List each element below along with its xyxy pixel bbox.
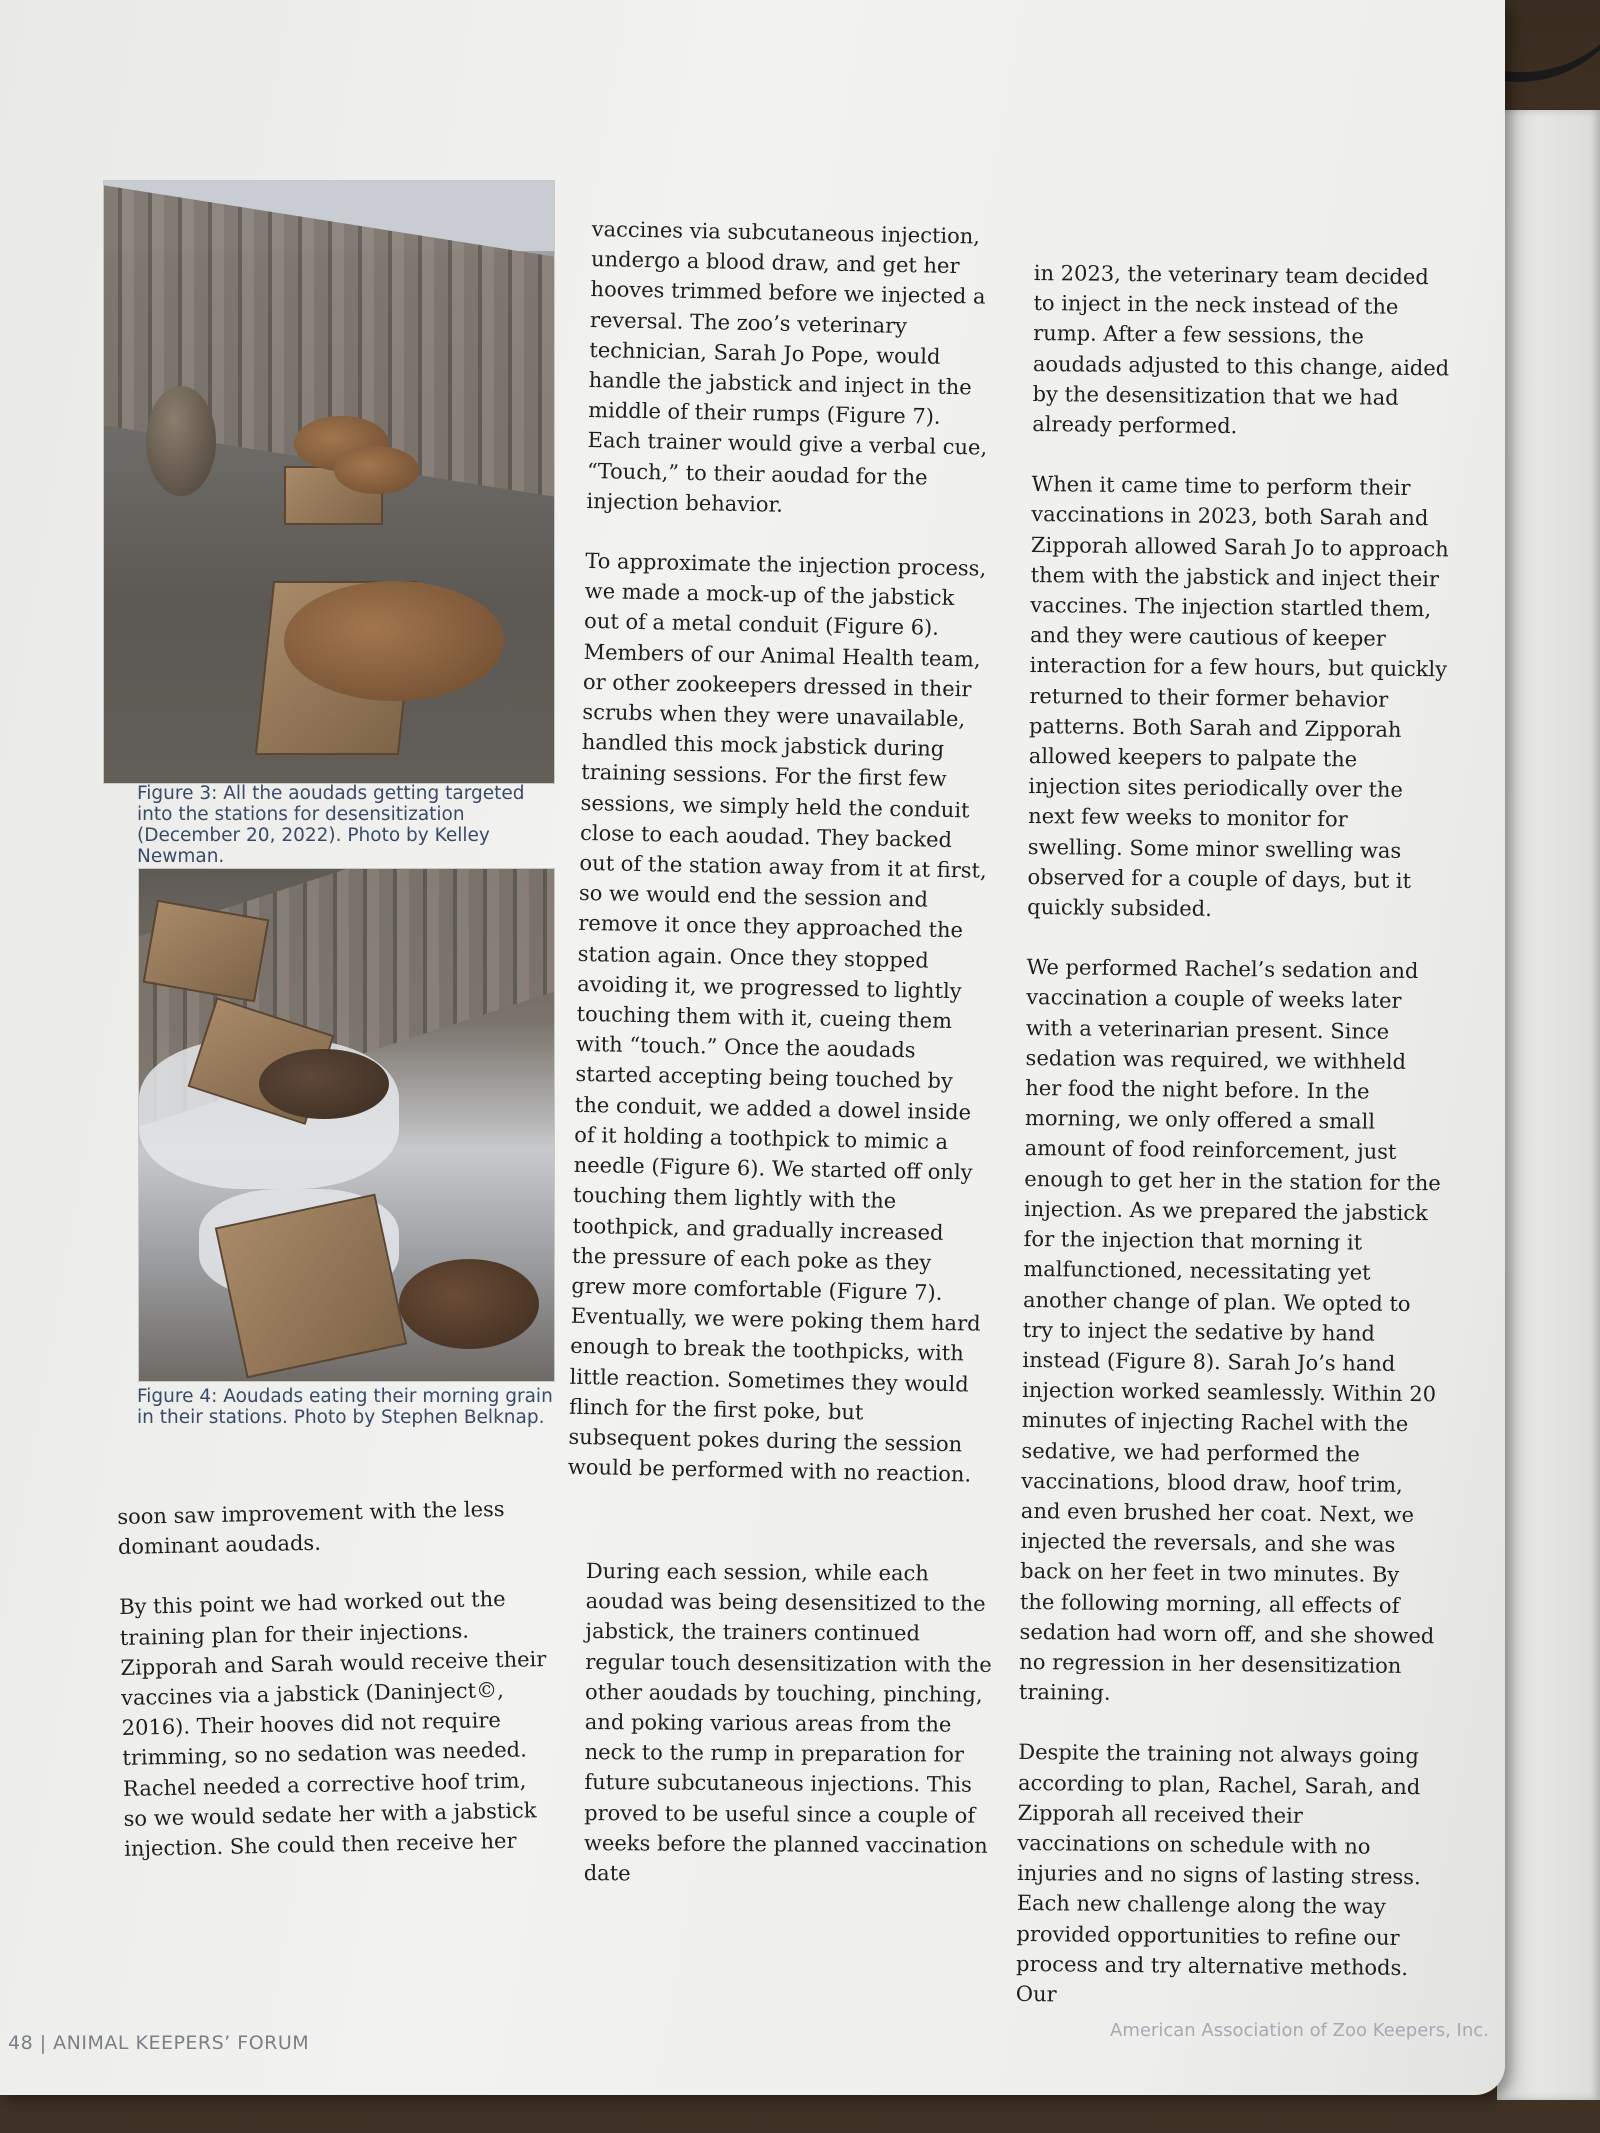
feeding-station — [215, 1194, 407, 1379]
aoudad — [334, 446, 419, 494]
paragraph: in 2023, the veterinary team decided to inject in the neck instead of the rump. After a few sessions, the aoudads adjusted to this change, aided by the desensitization that we had already performed. — [1032, 260, 1450, 439]
trainer — [146, 386, 216, 496]
publisher-footer: American Association of Zoo Keepers, Inc. — [1110, 2020, 1489, 2041]
paragraph: When it came time to perform their vaccinations in 2023, both Sarah and Zipporah allowed Sarah Jo to approach them with the jabstick and inject their vaccines. The injection startled them, and they were cautious of keeper interaction for a few hours, but quickly returned to their former behavior patterns. Both Sarah and Zipporah allowed keepers to palpate the injection sites periodically over the next few weeks to monitor for swelling. Some minor swelling was observed for a couple of days, but it quickly subsided. — [1027, 472, 1449, 921]
figure-3-photo — [103, 180, 555, 784]
article-column-middle-lower — [583, 1556, 996, 1921]
next-page-edge — [1497, 110, 1600, 2100]
aoudad — [284, 581, 504, 701]
article-column-left — [117, 1493, 555, 1894]
paragraph: By this point we had worked out the training plan for their injections. Zipporah and Sarah would receive their vaccines via a jabstick (Daninject©, 2016). Their hooves did not require trimming, so no sedation was needed. Rachel needed a corrective hoof trim, so we would sedate her with a jabstick injection. She could then receive her — [118, 1587, 547, 1861]
paragraph: Despite the training not always going according to plan, Rachel, Sarah, and Zipporah all received their vaccinations on schedule with no injuries and no signs of lasting stress. Each new challenge along the way provided opportunities to refine our process and try alternative methods. Our — [1015, 1740, 1421, 2007]
figure-4-photo — [138, 868, 555, 1382]
article-column-middle — [567, 214, 1002, 1520]
figure-4-caption: Figure 4: Aoudads eating their morning grain in their stations. Photo by Stephen Belknap. — [137, 1386, 553, 1428]
paragraph: During each session, while each aoudad was being desensitized to the jabstick, the trainers continued regular touch desensitization with the other aoudads by touching, pinching, and poking various areas from the neck to the rump in preparation for future subcutaneous injections. This proved to be useful since a couple of weeks before the planned vaccination date — [583, 1558, 992, 1886]
paragraph: We performed Rachel’s sedation and vaccination a couple of weeks later with a veterinarian present. Since sedation was required, we withheld her food the night before. In the morning, we only offered a small amount of food reinforcement, just enough to get her in the station for the injection. As we prepared the jabstick for the injection that morning it malfunctioned, necessitating yet another change of plan. We opted to try to inject the sedative by hand instead (Figure 8). Sarah Jo’s hand injection worked seamlessly. Within 20 minutes of injecting Rachel with the sedative, we had performed the vaccinations, blood draw, hoof trim, and even brushed her coat. Next, we injected the reversals, and she was back on her feet in two minutes. By the following morning, all effects of sedation had worn off, and she showed no regression in her desensitization training. — [1018, 955, 1441, 1706]
page-number-footer: 48 | ANIMAL KEEPERS’ FORUM — [8, 2032, 310, 2054]
article-column-right — [1015, 258, 1454, 2043]
aoudad — [399, 1259, 539, 1349]
paragraph: vaccines via subcutaneous injection, undergo a blood draw, and get her hooves trimmed before we injected a reversal. The zoo’s veterinary technician, Sarah Jo Pope, would handle the jabstick and inject in the middle of their rumps (Figure 7). Each trainer would give a verbal cue, “Touch,” to their aoudad for the injection behavior. — [586, 216, 988, 517]
aoudad — [259, 1049, 389, 1119]
paragraph: To approximate the injection process, we made a mock-up of the jabstick out of a metal conduit (Figure 6). Members of our Animal Health team, or other zookeepers dressed in their scrubs when they were unavailable, handled this mock jabstick during training sessions. For the first few sessions, we simply held the conduit close to each aoudad. They backed out of the station away from it at first, so we would end the session and remove it once they approached the station again. Once they stopped avoiding it, we progressed to lightly touching them with it, cueing them with “touch.” Once the aoudads started accepting being touched by the conduit, we added a dowel inside of it holding a toothpick to mimic a needle (Figure 6). We started off only touching them lightly with the toothpick, and gradually increased the pressure of each poke as they grew more comfortable (Figure 7). Eventually, we were poking them hard enough to break the toothpicks, with little reaction. Sometimes they would flinch for the first poke, but subsequent pokes during the session would be performed with no reaction. — [567, 548, 987, 1487]
paragraph: soon saw improvement with the less dominant aoudads. — [117, 1496, 505, 1560]
figure-3-caption: Figure 3: All the aoudads getting targeted into the stations for desensitization (December 20, 2022). Photo by Kelley Newman. — [137, 783, 525, 867]
